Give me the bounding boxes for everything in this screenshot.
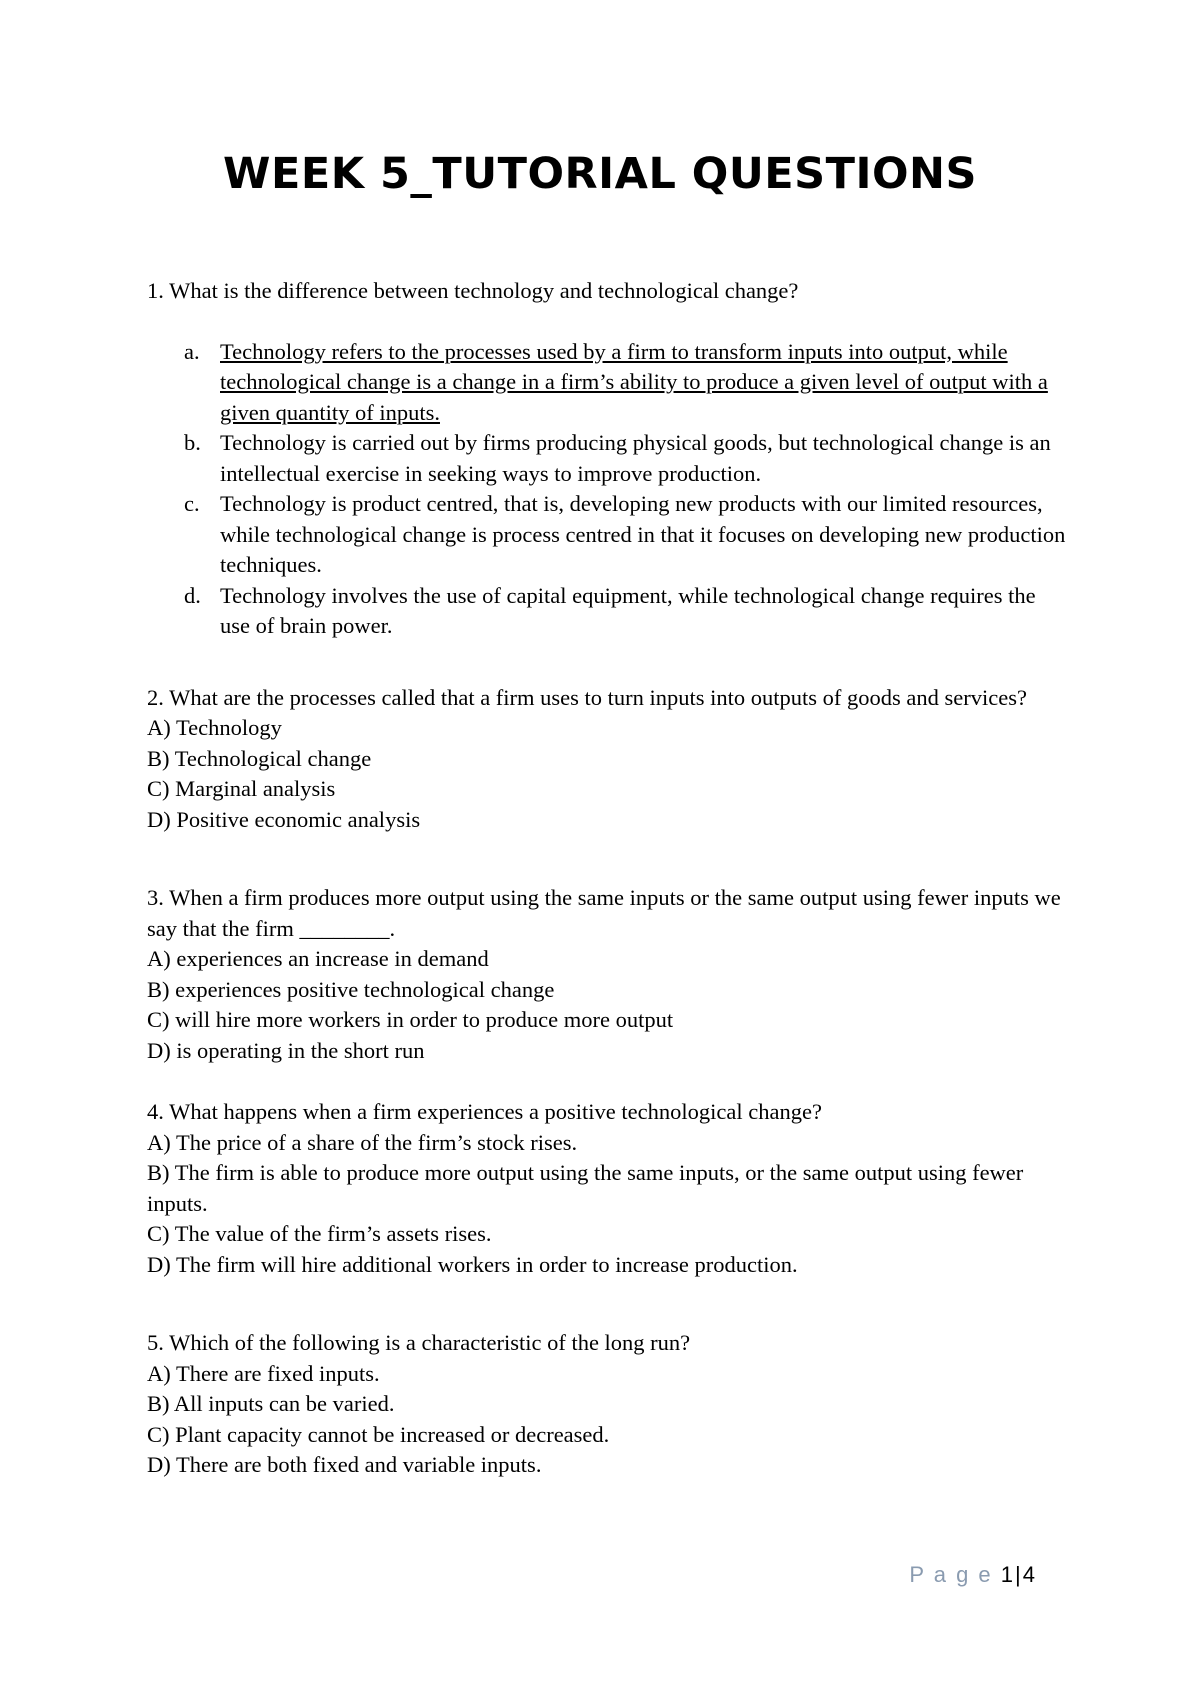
option-b: B) Technological change (147, 745, 372, 771)
option-b: B) The firm is able to produce more output using the same inputs, or the same output using fewer inputs. (147, 1160, 1024, 1216)
option-d: D) Positive economic analysis (147, 806, 421, 832)
option-d (147, 581, 1067, 642)
option-text: Technology involves the use of capital equipment, while technological change requires the use of brain power. (220, 582, 1036, 638)
option-text-answer: Technology refers to the processes used by a firm to transform inputs into output, while technological change is a change in a firm’s ability to produce a given level of output with a given quantity of inputs. (220, 338, 1048, 425)
option-c: C) Marginal analysis (147, 776, 336, 801)
option-text: Technology is product centred, that is, developing new products with our limited resources, while technological change is process centred in that it focuses on developing new production techniques. (220, 491, 1066, 577)
question-2 (147, 683, 1067, 836)
option-d: D) The firm will hire additional workers in order to increase production. (147, 1251, 798, 1277)
question-3 (147, 883, 1067, 1066)
option-marker: a. (184, 338, 200, 364)
option-d: D) is operating in the short run (147, 1037, 425, 1063)
question-text: 2. What are the processes called that a firm uses to turn inputs into outputs of goods and services? (147, 684, 1027, 710)
option-a: A) experiences an increase in demand (147, 946, 489, 971)
page-separator: | (1015, 1562, 1023, 1587)
option-c: C) will hire more workers in order to produce more output (147, 1007, 674, 1032)
option-b: B) experiences positive technological change (147, 976, 555, 1002)
option-b (147, 428, 1067, 489)
question-5 (147, 1328, 1067, 1481)
question-text: 4. What happens when a firm experiences a positive technological change? (147, 1099, 822, 1124)
option-a: A) The price of a share of the firm’s stock rises. (147, 1129, 578, 1155)
question-text: 3. When a firm produces more output using the same inputs or the same output using fewer inputs we say that the firm ________. (147, 885, 1061, 941)
question-text: 5. Which of the following is a characteristic of the long run? (147, 1330, 691, 1355)
question-text: 1. What is the difference between technology and technological change? (147, 278, 799, 303)
question-1 (147, 276, 1067, 642)
page-footer (909, 1562, 1037, 1588)
page-label: P a g e (909, 1562, 993, 1587)
page-title: WEEK 5_TUTORIAL QUESTIONS (223, 149, 977, 199)
option-a (147, 337, 1067, 429)
option-a: A) Technology (147, 715, 282, 740)
option-text: Technology is carried out by firms producing physical goods, but technological change is an intellectual exercise in seeking ways to improve production. (220, 430, 1051, 486)
option-marker: d. (184, 582, 201, 608)
option-c: C) The value of the firm’s assets rises. (147, 1221, 492, 1246)
option-c (147, 489, 1067, 581)
question-4 (147, 1097, 1067, 1280)
page-number: 1 (1000, 1562, 1016, 1587)
option-d: D) There are both fixed and variable inputs. (147, 1452, 542, 1477)
option-c: C) Plant capacity cannot be increased or decreased. (147, 1421, 610, 1447)
option-b: B) All inputs can be varied. (147, 1391, 395, 1416)
question-1-options (147, 337, 1067, 642)
option-a: A) There are fixed inputs. (147, 1360, 380, 1386)
questions-content (147, 276, 1067, 1481)
total-pages: 4 (1022, 1562, 1037, 1587)
option-marker: c. (184, 491, 200, 516)
option-marker: b. (184, 430, 201, 455)
